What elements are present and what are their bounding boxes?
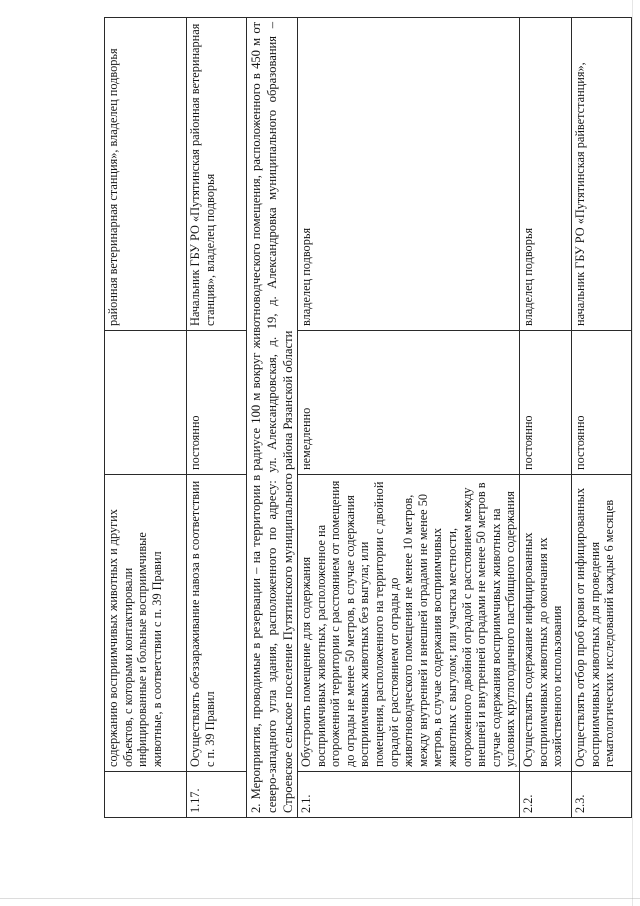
scan-edge-line xyxy=(0,898,640,899)
row-number: 2.3. xyxy=(571,772,631,818)
measure-text: Обустроить помещение для содержания восприимчивых животных, расположенное на огороженной территории с расстоянием от помещения до ограды не менее 50 метров, в случае содержания восприимчивых животных без выгула; или помещения, расположенного на территории с двойной оградой с расстоянием от ограды до животноводческого помещения не менее 10 метров, между внутренней и внешней оградами не менее 50 метров, в случае содержания восприимчивых животных с выгулом; или участка местности, огороженного двойной оградой с расстоянием между внешней и внутренней оградами не менее 50 метров в случае содержания восприимчивых животных на условиях круглогодичного пастбищного содержания xyxy=(298,475,520,772)
measure-timing: немедленно xyxy=(298,331,520,475)
row-number: 2.2. xyxy=(519,772,571,818)
measure-timing: постоянно xyxy=(187,331,247,475)
responsible-party: Начальник ГБУ РО «Путятинская районная ветеринарная станция», владелец подворья xyxy=(187,18,247,331)
measure-text: Осуществлять обеззараживание навоза в соответствии с п. 39 Правил xyxy=(187,475,247,772)
table-row xyxy=(187,18,247,818)
section-heading: 2. Мероприятия, проводимые в резервации – на территории в радиусе 100 м вокруг животноводческого помещения, расположенного в 450 м от северо-западного угла здания, расположенного по адресу: ул. Александровская, д. 19, д. Александровка муниципального образования – Строевское сельское поселение Путятинского муниципального района Рязанской области xyxy=(247,18,298,818)
section-heading-row xyxy=(247,18,298,818)
row-number xyxy=(105,772,187,818)
table-row xyxy=(298,18,520,818)
measure-text: Осуществлять отбор проб крови от инфицированных восприимчивых животных для проведения гематологических исследований каждые 6 месяцев xyxy=(571,475,631,772)
measure-text: Осуществлять содержание инфицированных восприимчивых животных до окончания их хозяйственного использования xyxy=(519,475,571,772)
measure-text: содержанию восприимчивых животных и других объектов, с которыми контактировали инфицированные и больные восприимчивые животные, в соответствии с п. 39 Правил xyxy=(105,475,187,772)
row-number: 1.17. xyxy=(187,772,247,818)
measure-timing: постоянно xyxy=(519,331,571,475)
rotated-page-content xyxy=(104,18,617,818)
responsible-party: владелец подворья xyxy=(298,18,520,331)
table-row xyxy=(105,18,187,818)
table-row xyxy=(519,18,571,818)
responsible-party: владелец подворья xyxy=(519,18,571,331)
measure-timing xyxy=(105,331,187,475)
row-number: 2.1. xyxy=(298,772,520,818)
scan-edge-line xyxy=(632,0,633,906)
measures-table xyxy=(104,17,632,818)
responsible-party: районная ветеринарная станция», владелец подворья xyxy=(105,18,187,331)
table-row xyxy=(571,18,631,818)
responsible-party: начальник ГБУ РО «Путятинская райветстанция», xyxy=(571,18,631,331)
measure-timing: постоянно xyxy=(571,331,631,475)
